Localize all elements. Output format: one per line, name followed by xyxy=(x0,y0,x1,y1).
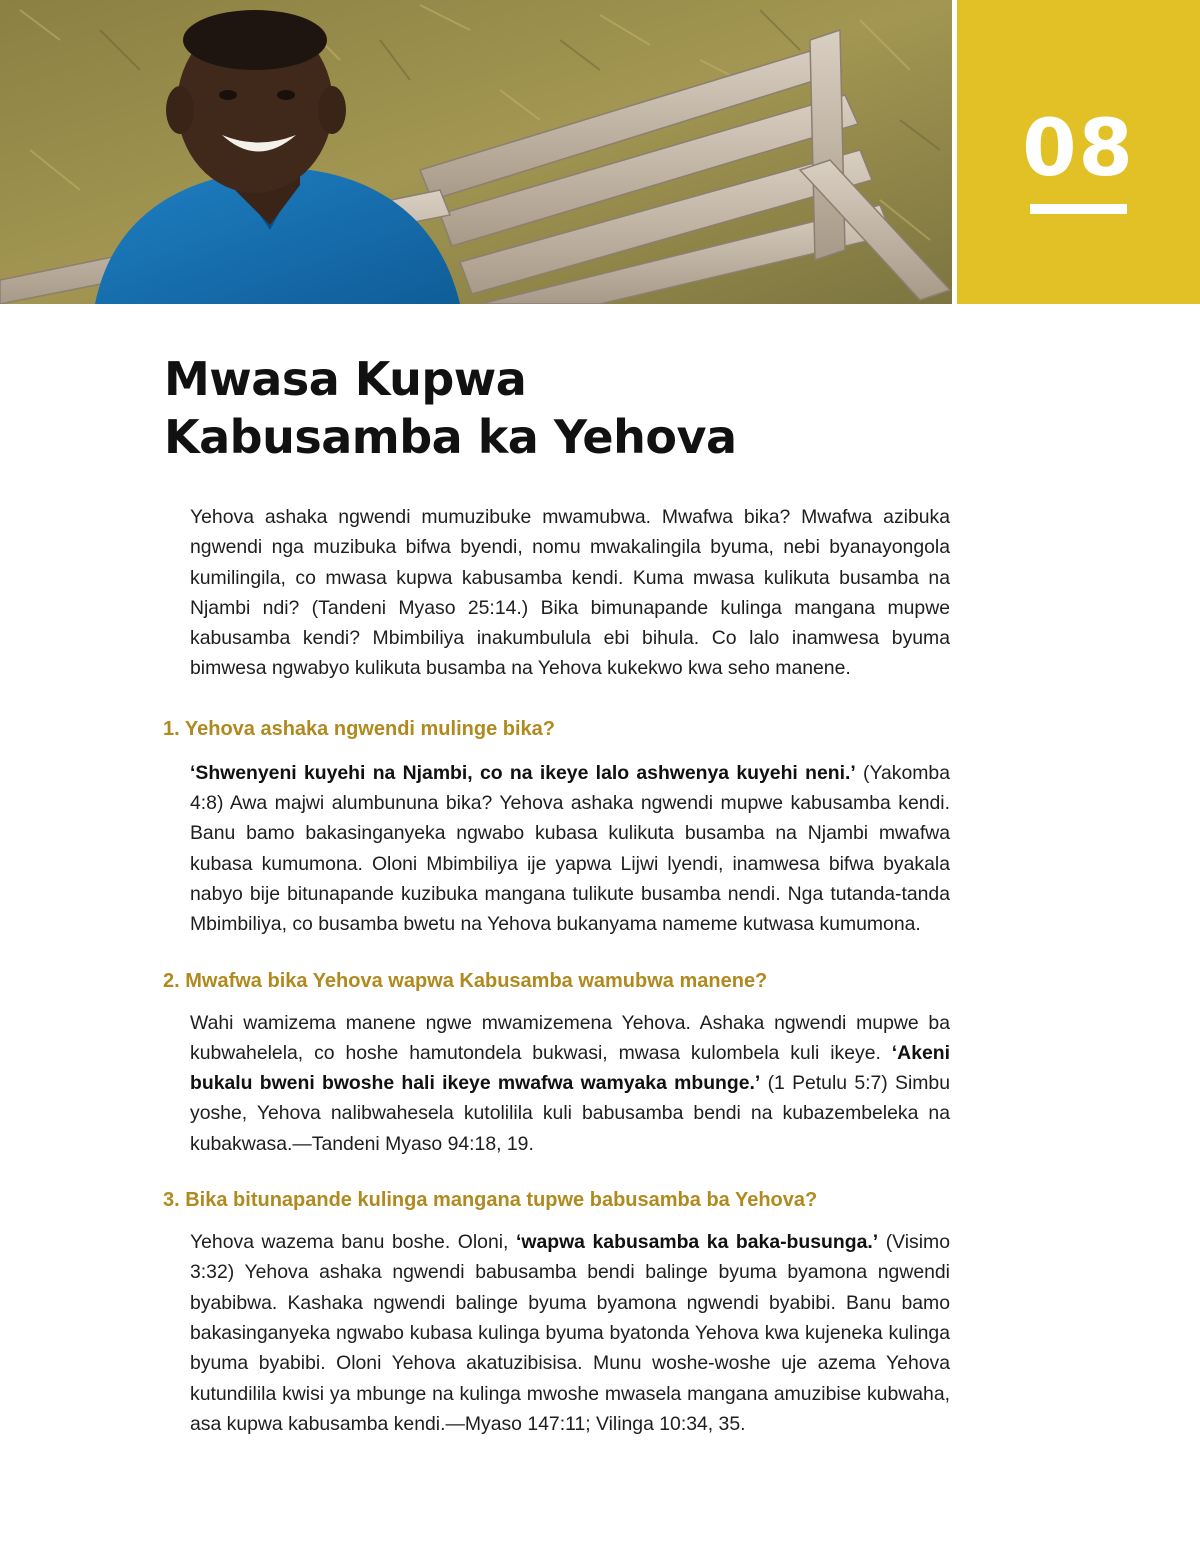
chapter-badge xyxy=(957,0,1200,304)
question-3-answer xyxy=(190,1227,950,1439)
chapter-underline xyxy=(1030,204,1127,214)
scripture-quote: ‘Akeni bukalu bweni bwoshe hali ikeye mwafwa wamyaka mbunge.’ xyxy=(190,1041,950,1095)
answer-text-before: Wahi wamizema manene ngwe mwamizemena Yehova. Ashaka ngwendi mupwe ba kubwahelela, co hoshe hamutondela bukwasi, mwasa kulombela kuli ikeye. xyxy=(190,1011,950,1064)
title-line-1: Mwasa Kupwa xyxy=(164,352,527,406)
intro-paragraph: Yehova ashaka ngwendi mumuzibuke mwamubwa. Mwafwa bika? Mwafwa azibuka ngwendi nga muzibuka bifwa byendi, nomu mwakalingila byuma, nebi byanayongola kumilingila, co mwasa kupwa kabusamba kendi. Kuma mwasa kulikuta busamba na Njambi ndi? (Tandeni Myaso 25:14.) Bika bimunapande kulinga mangana mupwe kabusamba kendi? Mbimbiliya inakumbulula ebi bihula. Co lalo inamwesa byuma bimwesa ngwabyo kulikuta busamba na Yehova kukekwo kwa seho manene. xyxy=(190,506,950,680)
answer-text: (Visimo 3:32) Yehova ashaka ngwendi babusamba bendi balinge byuma byamona ngwendi byabibwa. Kashaka ngwendi balinge byuma byamona ngwendi byabibi. Banu bamo bakasinganyeka ngwabo kubasa kulinga byuma byatonda Yehova kwa kujeneka kulinga byuma byabibi. Oloni Yehova akatuzibisisa. Munu woshe-woshe uje azema Yehova kutundilila kwisi ya mbunge na kulinga mwoshe mwasela mangana amuzibise kubwaha, asa kupwa kabusamba kendi.—Myaso 147:11; Vilinga 10:34, 35. xyxy=(190,1231,950,1435)
page-title xyxy=(164,350,964,466)
answer-text: (Yakomba 4:8) Awa majwi alumbununa bika? Yehova ashaka ngwendi mupwe kabusamba kendi. Banu bamo bakasinganyeka ngwabo kubasa kulikuta busamba na Njambi mwafwa kubasa kumumona. Oloni Mbimbiliya ije yapwa Lijwi lyendi, inamwesa bifwa byakala nabyo bije bitunapande kuzibuka mangana tulikute busamba nendi. Nga tutanda-tanda Mbimbiliya, co busamba bwetu na Yehova bukanyama nameme kutwasa kumumona. xyxy=(190,761,950,936)
man-on-bench-illustration xyxy=(0,0,952,304)
question-3-heading: 3. Bika bitunapande kulinga mangana tupwe babusamba ba Yehova? xyxy=(163,1189,818,1212)
question-1-heading: 1. Yehova ashaka ngwendi mulinge bika? xyxy=(163,717,555,740)
title-line-2: Kabusamba ka Yehova xyxy=(164,410,737,464)
header-photo xyxy=(0,0,952,304)
question-2-heading: 2. Mwafwa bika Yehova wapwa Kabusamba wamubwa manene? xyxy=(163,969,768,992)
question-2-answer xyxy=(190,1008,950,1159)
lesson-body xyxy=(163,502,950,1439)
question-1-answer xyxy=(190,758,950,940)
answer-text: (1 Petulu 5:7) Simbu yoshe, Yehova nalibwahesela kutolilila kuli babusamba bendi na kubazembeleka na kubakwasa.—Tandeni Myaso 94:18, 19. xyxy=(190,1072,950,1155)
scripture-quote: ‘Shwenyeni kuyehi na Njambi, co na ikeye lalo ashwenya kuyehi neni.’ xyxy=(190,761,856,784)
answer-text-before: Yehova wazema banu boshe. Oloni, xyxy=(190,1231,516,1254)
chapter-number: 08 xyxy=(1022,104,1135,194)
scripture-quote: ‘wapwa kabusamba ka baka-busunga.’ xyxy=(516,1231,879,1254)
